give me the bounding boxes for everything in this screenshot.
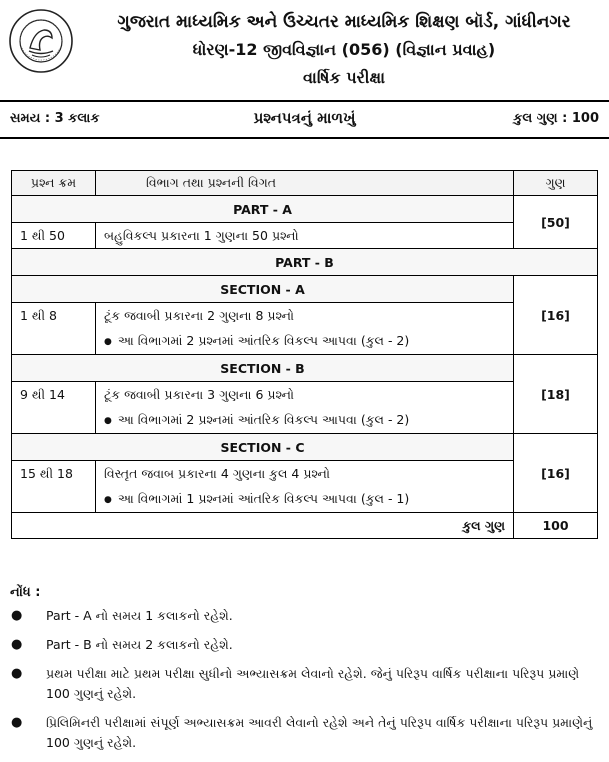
list-item: ● પ્રથમ પરીક્ષા માટે પ્રથમ પરીક્ષા સુધીનો અભ્યાસક્રમ લેવાનો રહેશે. જેનું પરિરૂપ વાર્ષિક પરીક્ષાના પરિરૂપ પ્રમાણે 100 ગુણનું રહેશે.	[11, 666, 580, 701]
bullet-icon: ●	[11, 715, 23, 730]
section-b-marks: [18]	[514, 355, 598, 434]
table-row	[12, 223, 598, 249]
section-a-heading: SECTION - A	[12, 276, 514, 303]
col-section-detail: વિભાગ તથા પ્રશ્નની વિગત	[96, 171, 514, 196]
question-description: ટૂંક જવાબી પ્રકારના 2 ગુણના 8 પ્રશ્નો	[96, 303, 514, 329]
section-a-marks: [16]	[514, 276, 598, 355]
list-item: ● Part - A નો સમય 1 કલાકનો રહેશે.	[0, 606, 609, 626]
table-row	[12, 303, 598, 329]
exam-duration: સમય : 3 કલાક	[10, 111, 100, 126]
bullet-icon: ●	[11, 608, 23, 623]
question-description: બહુવિકલ્પ પ્રકારના 1 ગુણના 50 પ્રશ્નો	[96, 223, 514, 249]
header-rule	[0, 100, 609, 102]
total-value: 100	[514, 513, 598, 539]
paper-structure-table	[11, 170, 598, 539]
table-row	[12, 382, 598, 408]
board-name: ગુજરાત માધ્યમિક અને ઉચ્ચતર માધ્યમિક શિક્ષણ બૉર્ડ, ગાંધીનગર	[117, 12, 571, 32]
bullet-icon: ●	[11, 637, 23, 652]
col-question-no: પ્રશ્ન ક્રમ	[12, 171, 96, 196]
question-range: 1 થી 8	[12, 303, 96, 355]
paper-structure-title: પ્રશ્નપત્રનું માળખું	[253, 109, 356, 127]
total-marks: કુલ ગુણ : 100	[513, 111, 599, 126]
question-range: 15 થી 18	[12, 461, 96, 513]
question-description: વિસ્તૃત જવાબ પ્રકારના 4 ગુણના કુલ 4 પ્રશ્નો	[96, 461, 514, 487]
col-marks: ગુણ	[514, 171, 598, 196]
bullet-icon: ●	[11, 666, 23, 681]
section-b-heading: SECTION - B	[12, 355, 514, 382]
internal-choice-note: ● આ વિભાગમાં 1 પ્રશ્નમાં આંતરિક વિકલ્પ આપવા (કુલ - 1)	[96, 487, 514, 513]
question-description: ટૂંક જવાબી પ્રકારના 3 ગુણના 6 પ્રશ્નો	[96, 382, 514, 408]
notes-heading: નોંધ :	[10, 585, 41, 600]
notes-list	[0, 606, 609, 762]
exam-title: વાર્ષિક પરીક્ષા	[302, 68, 386, 87]
internal-choice-note: ● આ વિભાગમાં 2 પ્રશ્નમાં આંતરિક વિકલ્પ આપવા (કુલ - 2)	[96, 408, 514, 434]
subject-title: ધોરણ-12 જીવવિજ્ઞાન (056) (વિજ્ઞાન પ્રવાહ)	[192, 40, 496, 59]
total-row	[12, 513, 598, 539]
total-label: કુલ ગુણ	[12, 513, 514, 539]
meta-rule	[0, 137, 609, 139]
question-range: 1 થી 50	[12, 223, 96, 249]
table-row	[12, 461, 598, 487]
board-seal-logo	[8, 8, 74, 74]
part-a-marks: [50]	[514, 196, 598, 249]
part-b-heading: PART - B	[12, 249, 598, 276]
question-range: 9 થી 14	[12, 382, 96, 434]
section-c-marks: [16]	[514, 434, 598, 513]
section-c-heading: SECTION - C	[12, 434, 514, 461]
list-item: ● પ્રિલિમિનરી પરીક્ષામાં સંપૂર્ણ અભ્યાસક્રમ આવરી લેવાનો રહેશે અને તેનું પરિરૂપ વાર્ષિક પરીક્ષાના પરિરૂપ પ્રમાણેનું 100 ગુણનું રહેશે.	[11, 715, 593, 750]
table-header-row	[12, 171, 598, 196]
list-item: ● Part - B નો સમય 2 કલાકનો રહેશે.	[0, 635, 609, 655]
part-a-heading: PART - A	[12, 196, 514, 223]
internal-choice-note: ● આ વિભાગમાં 2 પ્રશ્નમાં આંતરિક વિકલ્પ આપવા (કુલ - 2)	[96, 329, 514, 355]
